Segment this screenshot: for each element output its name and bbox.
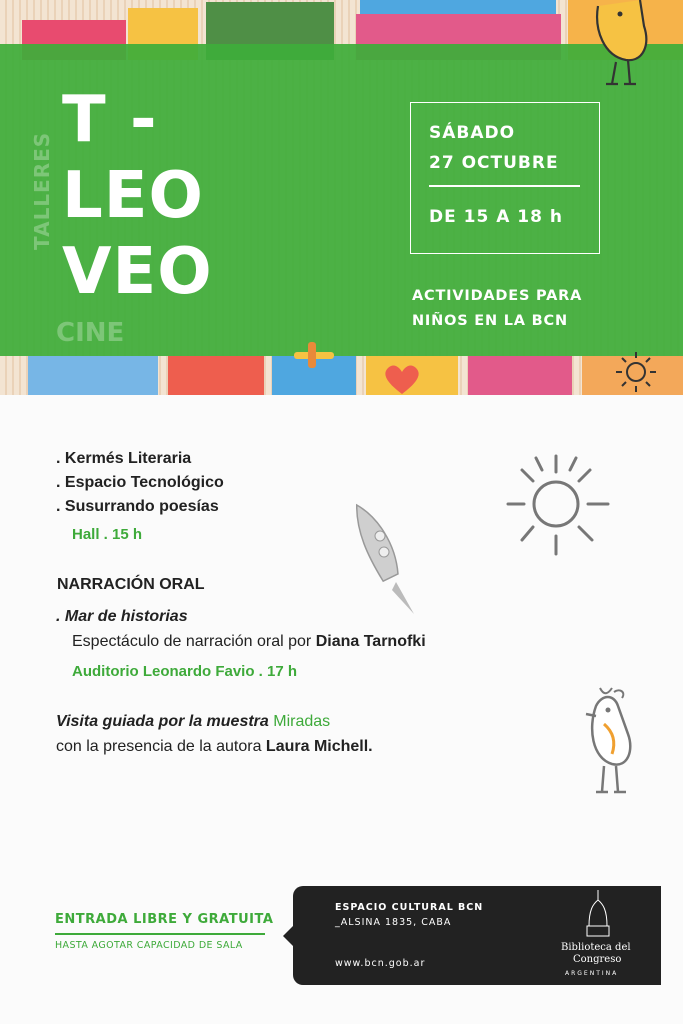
venue-address: _ALSINA 1835, CABA [335,917,452,928]
cine-label: CINE [56,318,125,348]
event-day: SÁBADO [429,123,516,143]
divider [55,933,265,935]
plane-icon [290,340,338,370]
date-box [410,102,600,254]
items-location: Hall . 15 h [72,526,143,543]
tile-red-bottom [168,356,264,395]
program-item: . Kermés Literaria [56,450,192,467]
narration-author: Diana Tarnofki [315,633,426,650]
talleres-label: TALLERES [30,131,54,250]
divider [429,185,580,187]
tile-pink-bottom [468,356,572,395]
program-item: . Espacio Tecnológico [56,474,224,491]
logo-line-3: ARGENTINA [565,970,619,977]
bird-icon [586,0,656,92]
notch [283,926,293,946]
heart-icon [380,364,424,394]
narration-desc-text: Espectáculo de narración oral por [72,633,316,650]
venue-name: ESPACIO CULTURAL BCN [335,902,484,913]
logo-line-1: Biblioteca del [561,942,631,953]
capacity-text: HASTA AGOTAR CAPACIDAD DE SALA [55,939,243,951]
logo-line-2: Congreso [573,954,622,965]
activities-line: NIÑOS EN LA BCN [412,313,568,329]
venue-box [293,886,661,985]
title-line: T - [62,83,158,157]
event-time: DE 15 A 18 h [429,207,563,227]
tile-blue [360,0,556,14]
narration-heading: NARRACIÓN ORAL [57,576,205,593]
bcn-logo [561,890,635,982]
visit-line-2 [56,738,373,756]
visit-line2-text: con la presencia de la autora [56,738,266,755]
footer-entry [55,912,273,951]
hero-banner [0,0,683,395]
visit-exhibit: Miradas [273,713,331,730]
event-date: 27 OCTUBRE [429,153,559,173]
event-title [62,82,213,310]
title-line: LEO [62,159,204,233]
narration-description [72,633,426,651]
visit-author: Laura Michell. [265,738,373,755]
title-line: VEO [62,235,213,309]
narration-title: . Mar de historias [56,608,188,625]
rocket-icon [356,496,422,616]
activities-line: ACTIVIDADES PARA [412,288,583,304]
bird-icon [578,684,636,798]
sun-icon [612,350,660,394]
narration-location: Auditorio Leonardo Favio . 17 h [72,663,298,680]
tile-blue-bottom [28,356,158,395]
program-item: . Susurrando poesías [56,498,219,515]
visit-prefix: Visita guiada por la muestra [56,713,274,730]
dome-icon [585,890,611,940]
sun-icon [500,450,618,562]
visit-line [56,713,330,731]
entry-text: ENTRADA LIBRE Y GRATUITA [55,912,274,927]
website-link[interactable]: www.bcn.gob.ar [335,958,426,969]
